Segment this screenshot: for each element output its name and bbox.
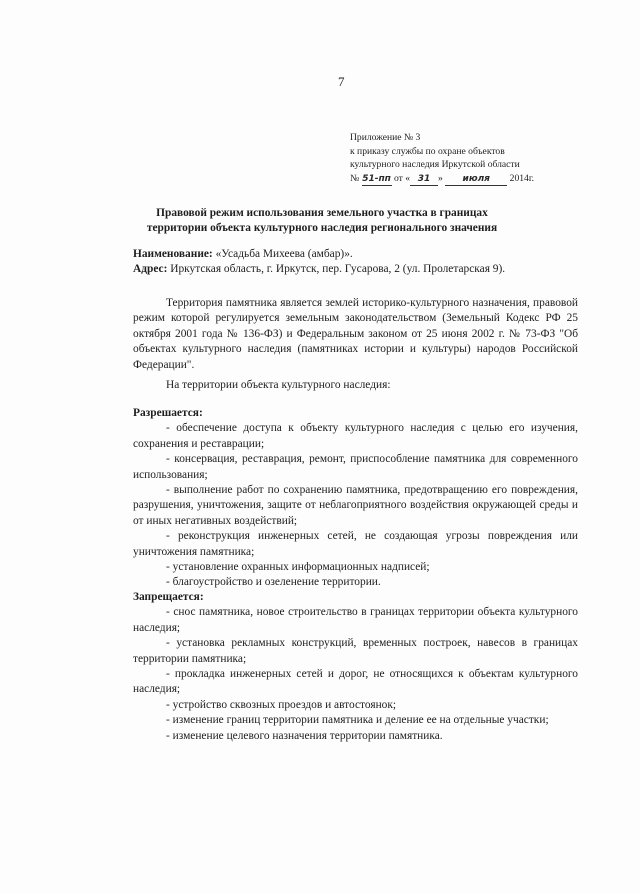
intro-paragraph: Территория памятника является землей историко-культурного назначения, правовой режим которой регулируется земельным законодательством (Земельный Кодекс РФ 25 октября 2001 года № 136-ФЗ) и Федеральным законом от 25 июня 2002 г. № 73-ФЗ "Об объектах культурного наследия (памятниках истории и культуры) народов Российской Федерации".	[133, 297, 578, 371]
allowed-item: - обеспечение доступа к объекту культурного наследия с целью его изучения, сохранения и реставрации;	[133, 422, 578, 450]
order-number-prefix: №	[350, 172, 360, 184]
forbidden-item: - изменение целевого назначения территории памятника.	[166, 729, 443, 742]
allowed-item: - благоустройство и озеленение территории.	[166, 576, 381, 589]
object-name-label: Наименование:	[133, 248, 213, 260]
allowed-item: - выполнение работ по сохранению памятника, предотвращению его повреждения, разрушения, уничтожения, защите от неблагоприятного воздействия окружающей среды и от иных негативных воздействий;	[133, 484, 578, 527]
page-number: 7	[338, 74, 345, 89]
object-address-value: Иркутская область, г. Иркутск, пер. Гусарова, 2 (ул. Пролетарская 9).	[170, 263, 506, 275]
allowed-item: - консервация, реставрация, ремонт, приспособление памятника для современного использования;	[133, 453, 578, 481]
title-line-1: Правовой режим использования земельного участка в границах	[156, 207, 488, 219]
territory-line: На территории объекта культурного наследия:	[166, 379, 391, 391]
appendix-line-2: к приказу службы по охране объектов	[350, 145, 505, 157]
appendix-line-1: Приложение № 3	[350, 132, 421, 143]
territory-section	[133, 378, 578, 393]
appendix-line-3: культурного наследия Иркутской области	[350, 159, 520, 170]
object-name-row	[133, 247, 578, 262]
forbidden-section	[133, 590, 578, 744]
object-name-value: «Усадьба Михеева (амбар)».	[215, 248, 353, 260]
allowed-heading: Разрешается:	[133, 407, 203, 419]
object-info	[133, 247, 578, 277]
allowed-item: - реконструкция инженерных сетей, не создающая угрозы повреждения или уничтожения памятника;	[133, 530, 578, 558]
allowed-section	[133, 406, 578, 591]
order-year: 2014г.	[509, 172, 535, 184]
forbidden-item: - изменение границ территории памятника и деление ее на отдельные участки;	[166, 714, 549, 727]
title-line-2: территории объекта культурного наследия регионального значения	[146, 222, 498, 234]
forbidden-item: - устройство сквозных проездов и автостоянок;	[166, 698, 397, 711]
object-address-row	[133, 262, 578, 277]
order-from-label: от «	[393, 172, 411, 184]
document-title	[60, 206, 584, 236]
order-day-handwritten: 31	[410, 174, 438, 186]
forbidden-item: - установка рекламных конструкций, временных построек, навесов в границах территории памятника;	[133, 637, 578, 665]
object-address-label: Адрес:	[133, 263, 168, 275]
allowed-item: - установление охранных информационных надписей;	[166, 561, 430, 574]
order-month-separator: »	[438, 172, 443, 184]
intro-section	[133, 296, 578, 373]
forbidden-item: - снос памятника, новое строительство в границах территории объекта культурного наследия;	[133, 606, 578, 634]
appendix-order-line	[350, 172, 600, 186]
order-month-handwritten: июля	[445, 174, 507, 186]
forbidden-heading: Запрещается:	[133, 591, 204, 603]
order-number-handwritten: 51-пп	[362, 173, 391, 184]
forbidden-item: - прокладка инженерных сетей и дорог, не относящихся к объектам культурного наследия;	[133, 668, 578, 696]
appendix-header	[350, 131, 600, 186]
